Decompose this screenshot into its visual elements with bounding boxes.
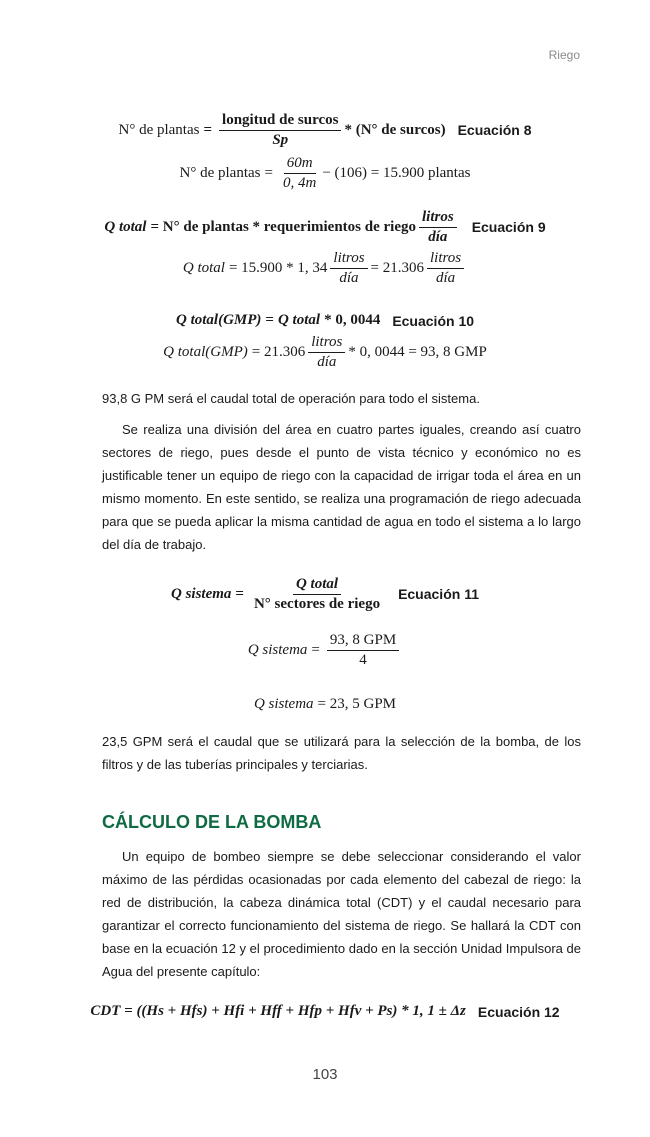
equation-8: [0, 112, 650, 148]
running-head: Riego: [548, 48, 580, 62]
eq8b-fraction: [280, 155, 319, 191]
eq11b-denominator: 4: [359, 651, 367, 668]
eq10-equals: =: [265, 312, 274, 328]
eq9-tag: Ecuación 9: [471, 219, 546, 235]
eq11-numerator: Q total: [293, 576, 341, 595]
eq9b-lhs: Q total: [182, 259, 225, 276]
eq8-numerator: longitud de surcos: [219, 112, 341, 131]
eq11c-lhs: Q sistema: [253, 696, 314, 712]
eq9b-fraction-1: [330, 250, 367, 286]
section-heading: CÁLCULO DE LA BOMBA: [102, 812, 322, 832]
eq11-lhs: Q sistema: [170, 585, 232, 602]
eq10-rest: * 0, 0044: [324, 312, 381, 328]
eq9-mid: = N° de plantas * requerimientos de riego: [150, 218, 416, 235]
eq11b-fraction: [327, 632, 399, 668]
equation-11: [0, 576, 650, 612]
eq8-fraction: [219, 112, 341, 148]
eq8b-lhs: N° de plantas: [179, 164, 261, 181]
eq11b-numerator: 93, 8 GPM: [327, 632, 399, 651]
eq9-lhs: Q total: [104, 218, 147, 235]
paragraph-caudal-total: 93,8 G PM será el caudal total de operación para todo el sistema.: [102, 391, 480, 406]
eq9-denominator: día: [428, 228, 448, 245]
eq8b-rest: − (106) = 15.900 plantas: [322, 164, 471, 181]
eq10-mid: Q total: [277, 312, 321, 328]
eq8b-numerator: 60m: [284, 155, 316, 174]
paragraph-equipo-bombeo: Un equipo de bombeo siempre se debe seleccionar considerando el valor máximo de las pérdidas ocasionadas por cada elemento del cabezal de riego: la red de distribución, la cabeza dinámica total (CDT) y el caudal necesario para garantizar el correcto funcionamiento del sistema de riego. Se hallará la CDT con base en la ecuación 12 y el procedimiento dado en la sección Unidad Impulsora de Agua del presente capítulo:: [102, 849, 581, 979]
eq12-tag: Ecuación 12: [477, 1003, 560, 1020]
eq9b-fraction-2: [427, 250, 464, 286]
equation-11-substitution: [0, 632, 650, 668]
equation-12: [0, 1003, 650, 1020]
eq9-fraction: [419, 209, 457, 245]
page-number: 103: [312, 1066, 338, 1083]
eq8-equals: =: [203, 121, 213, 138]
eq10b-numerator: litros: [308, 334, 345, 353]
eq11c-rest: = 23, 5 GPM: [317, 696, 397, 712]
eq12-expression: CDT = ((Hs + Hfs) + Hfi + Hff + Hfp + Hfv + Ps) * 1, 1 ± Δz: [90, 1003, 466, 1019]
eq11-fraction: [251, 576, 383, 612]
eq10b-denominator: día: [317, 353, 337, 370]
eq11-equals: =: [235, 585, 244, 602]
equation-10: [0, 312, 650, 329]
eq9b-equals: = 21.306: [370, 259, 425, 276]
eq9b-numerator-2: litros: [427, 250, 464, 269]
eq10b-equals: = 21.306: [251, 343, 306, 360]
eq9b-mid: = 15.900 * 1, 34: [228, 259, 328, 276]
eq11b-equals: =: [311, 641, 320, 658]
eq10b-lhs: Q total(GMP): [163, 343, 248, 360]
eq9b-denominator-2: día: [435, 269, 456, 286]
eq9-numerator: litros: [419, 209, 457, 228]
eq10b-fraction: [308, 334, 345, 370]
equation-8-result: [0, 155, 650, 191]
eq8b-equals: =: [264, 164, 273, 181]
eq8-tag: Ecuación 8: [457, 122, 532, 138]
eq11-tag: Ecuación 11: [398, 586, 479, 602]
eq11b-lhs: Q sistema: [247, 641, 308, 658]
equation-9-result: [0, 250, 650, 286]
equation-9: [0, 209, 650, 245]
eq8-denominator: Sp: [272, 131, 289, 148]
eq8-lhs: N° de plantas: [118, 121, 200, 138]
eq8-rest: * (N° de surcos): [344, 121, 446, 138]
paragraph-sectores: Se realiza una división del área en cuatro partes iguales, creando así cuatro sectores de riego, pues desde el punto de vista técnico y económico no es justificable tener un equipo de riego con la capacidad de irrigar toda el área en un mismo momento. En este sentido, se realiza una programación de riego adecuada para que se pueda aplicar la misma cantidad de agua en todo el sistema a lo largo del día de trabajo.: [102, 422, 581, 552]
eq8b-denominator: 0, 4m: [282, 174, 317, 191]
equation-11-result: [0, 696, 650, 713]
equation-10-result: [0, 334, 650, 370]
eq10-lhs: Q total(GMP): [175, 312, 262, 328]
eq10b-rest: * 0, 0044 = 93, 8 GMP: [348, 343, 487, 360]
paragraph-caudal-bomba: 23,5 GPM será el caudal que se utilizará para la selección de la bomba, de los filtros y de las tuberías principales y terciarias.: [102, 734, 581, 772]
eq11-denominator: N° sectores de riego: [253, 595, 381, 612]
eq9b-denominator-1: día: [339, 269, 359, 286]
eq9b-numerator-1: litros: [330, 250, 367, 269]
eq10-tag: Ecuación 10: [392, 312, 475, 329]
